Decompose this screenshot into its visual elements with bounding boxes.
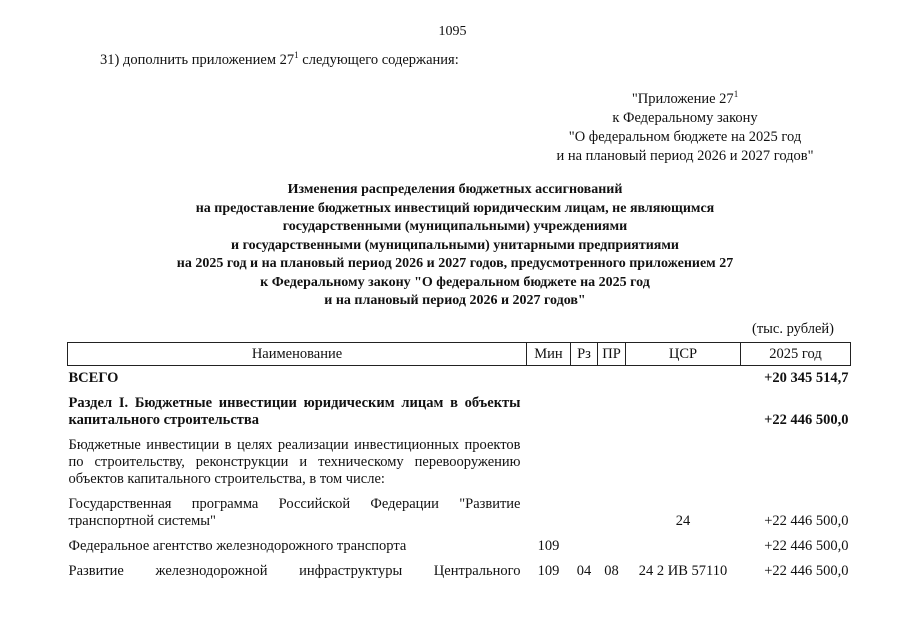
title-line-4: и государственными (муниципальными) унитарными предприятиями	[231, 237, 679, 253]
row-rz	[571, 366, 598, 392]
header-name: Наименование	[68, 343, 527, 366]
title-line-3: государственными (муниципальными) учреждениями	[282, 219, 628, 234]
row-pr	[598, 534, 626, 559]
row-name: Раздел I. Бюджетные инвестиции юридическим лицам в объекты капитального строительства	[68, 395, 521, 428]
document-title	[100, 181, 810, 311]
appendix-line-3: "О федеральном бюджете на 2025 год	[568, 129, 802, 145]
header-pr: ПР	[598, 343, 626, 366]
row-min: 109	[537, 538, 560, 554]
row-csr: 24	[675, 513, 691, 529]
table-row	[68, 534, 851, 559]
row-amount: +22 446 500,0	[764, 513, 849, 529]
row-name: Бюджетные инвестиции в целях реализации инвестиционных проектов по строительству, реконструкции и техническому перевооружению объектов капитального строительства, в том числе:	[68, 437, 521, 487]
page-number: 1095	[438, 24, 467, 39]
title-line-5: на 2025 год и на плановый период 2026 и 2027 годов, предусмотренного приложением 27	[176, 256, 734, 271]
row-rz: 04	[576, 563, 592, 579]
table-row-total	[68, 366, 851, 392]
appendix-header	[540, 90, 830, 166]
appendix-line-4: и на плановый период 2026 и 2027 годов"	[556, 148, 814, 164]
row-csr	[626, 534, 741, 559]
row-amount	[741, 433, 851, 492]
row-csr	[626, 366, 741, 392]
row-pr	[598, 391, 626, 433]
title-line-7: и на плановый период 2026 и 2027 годов"	[324, 293, 586, 308]
table-row	[68, 559, 851, 584]
row-pr	[598, 433, 626, 492]
title-line-6: к Федеральному закону "О федеральном бюджете на 2025 год	[260, 274, 650, 290]
intro-text: 31) дополнить приложением 27	[100, 52, 295, 68]
budget-table	[67, 342, 851, 584]
row-name: Федеральное агентство железнодорожного транспорта	[68, 538, 407, 554]
table-row-section	[68, 391, 851, 433]
appendix-superscript: 1	[733, 89, 739, 100]
row-name: Государственная программа Российской Федерации "Развитие транспортной системы"	[68, 496, 521, 529]
row-min	[527, 366, 571, 392]
row-name: ВСЕГО	[68, 370, 119, 386]
row-rz	[571, 492, 598, 534]
row-min: 109	[537, 563, 560, 579]
row-amount: +22 446 500,0	[764, 563, 849, 579]
header-min: Мин	[527, 343, 571, 366]
appendix-line-2: к Федеральному закону	[612, 110, 758, 126]
row-name: Развитие железнодорожной инфраструктуры Центрального	[68, 563, 521, 579]
appendix-line-1	[540, 90, 830, 109]
header-rz: Рз	[571, 343, 598, 366]
row-rz	[571, 534, 598, 559]
appendix-label: "Приложение 27	[631, 91, 734, 107]
row-min	[527, 433, 571, 492]
table-row	[68, 492, 851, 534]
title-line-2: на предоставление бюджетных инвестиций юридическим лицам, не являющимся	[195, 200, 715, 216]
header-csr: ЦСР	[626, 343, 741, 366]
row-min	[527, 492, 571, 534]
intro-text-end: следующего содержания:	[298, 52, 459, 68]
row-pr: 08	[604, 563, 619, 579]
row-rz	[571, 391, 598, 433]
row-csr	[626, 433, 741, 492]
row-amount: +22 446 500,0	[764, 538, 849, 554]
header-year: 2025 год	[741, 343, 851, 366]
intro-superscript: 1	[294, 50, 299, 61]
row-min	[527, 391, 571, 433]
amendment-intro	[100, 52, 459, 69]
row-pr	[598, 492, 626, 534]
row-amount: +20 345 514,7	[764, 370, 849, 386]
row-csr	[626, 391, 741, 433]
row-csr: 24 2 ИВ 57110	[638, 563, 728, 579]
row-amount: +22 446 500,0	[764, 412, 849, 428]
row-rz	[571, 433, 598, 492]
unit-note: (тыс. рублей)	[752, 321, 834, 337]
table-row	[68, 433, 851, 492]
table-header-row	[68, 343, 851, 366]
row-pr	[598, 366, 626, 392]
title-line-1: Изменения распределения бюджетных ассигнований	[287, 182, 623, 197]
